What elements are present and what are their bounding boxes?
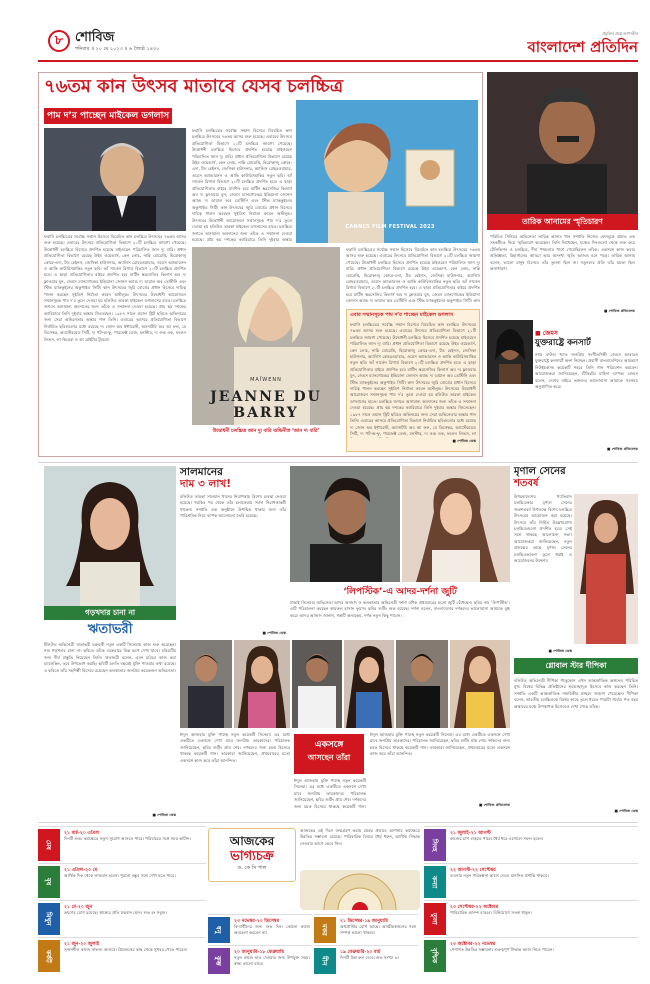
sign-name: মিথুন [38,903,60,935]
together-credit: ■ শোবিজ প্রতিবেদক [478,803,510,807]
mrinal-headline-2: শতবর্ষ [514,478,539,489]
horoscope-author: ড. কে সি পাল [237,865,267,871]
horoscope-sign-card [424,937,638,973]
horo-center-row [208,914,420,976]
deepika-portrait-art [574,494,638,644]
portrait-illustration [44,128,186,231]
sign-name: ধনু [208,917,230,943]
together-body-left: ঈদুল আজহায় মুক্তি পাচ্ছে নতুন কয়েকটি সিনেমা। এর মধ্যে একটিতে একসঙ্গে দেখা যাবে জনপ্রিয় তারকাদের। পরিচালক জানিয়েছেন, ছবির শুটিং প্রায় শেষ। দর্শকদের জন্য চমক হিসেবে থাকছে কয়েকটি গান। তারকারা জানিয়েছেন, প্রথমবারের মতো একসঙ্গে কাজ করে তাঁরা আনন্দিত। [180,732,290,763]
mrinal-credit: ■ শোবিজ ডেস্ক [548,649,572,653]
horoscope-sign-card [424,826,638,862]
sign-name: মীন [314,948,336,974]
tarek-anam-photo [487,72,638,214]
horoscope-title-2: ভাগ্যচক্র [230,849,274,864]
star-3-art [292,640,342,728]
sign-text: পেশাগত উন্নতির সম্ভাবনা। গুরুত্বপূর্ণ সিদ্ধান্ত আজ নিতে পারেন। [450,947,554,952]
concert-headline: যুক্তরাষ্ট্রে কনসার্ট [535,338,591,348]
douglas-award-box [346,309,480,452]
ritabhari-caption-bar: গড়খদার চানা না [44,606,176,620]
cannes-poster-label: CANNES FILM FESTIVAL 2023 [345,224,435,230]
sign-name: মকর [314,917,336,943]
global-star-body: বলিউড অভিনেত্রী দীপিকা পাড়ুকোন এখন আন্তর্জাতিক অঙ্গনেও পরিচিত মুখ। বিশ্বের বিভিন্ন প্রতিষ্ঠানের শুভেচ্ছাদূত হিসেবে কাজ করছেন তিনি। সম্প্রতি একটি আন্তর্জাতিক সাময়িকীর প্রচ্ছদে জায়গা পেয়েছেন। দীপিকা বলেন, ভারতীয় চলচ্চিত্রকে বিশ্বের কাছে তুলে ধরতে পারাটা গর্বের। গত বছর অস্কারের মঞ্চে উপস্থাপক হিসেবেও দেখা গেছে তাঁকে। [514,678,638,709]
sign-name: কন্যা [424,866,446,898]
horoscope-sign-card [314,914,418,944]
star-5-art [396,640,448,728]
tarek-body: পরিচিত সিনিয়র অভিনেতা তারিক আনাম খান সম্প্রতি নিজের ফেসবুকে প্রয়াত এক সহকর্মীকে নিয়ে স্মৃতিচারণ করেছেন। তিনি লিখেছেন, মঞ্চের দিনগুলো থেকে শুরু করে টেলিভিশন ও চলচ্চিত্র, দীর্ঘ পথচলায় পাশে পেয়েছিলেন তাঁকে। একসঙ্গে কাজ করার অভিজ্ঞতা, রিহার্সালের আড্ডা আর অসংখ্য স্মৃতি আজও মনে পড়ে। তারিক আনাম বলেন, ভালো মানুষ হিসেবে তাঁর তুলনা ছিল না। নতুনদের প্রতি তাঁর মমতা ছিল অসাধারণ। [490,234,635,272]
sign-text: অর্থপ্রাপ্তির যোগ আছে। আত্মীয়স্বজনের সঙ্গে সম্পর্ক ভালো থাকবে। [340,924,416,936]
sign-date: ১৯ ফেব্রুয়ারি-২০ মার্চ [340,950,381,955]
adar-azad-photo [290,466,400,582]
page-number-badge: ৮ [48,30,70,52]
sign-text: আর্থিক দিক থেকে লাভবান হবেন। পুরনো বন্ধুর সঙ্গে দেখা হতে পারে। [64,873,176,878]
ritabhari-portrait-art [44,466,176,606]
page-header [48,28,638,60]
sign-name: সিংহ [424,829,446,861]
star-photo-4 [344,640,394,728]
horoscope-sign-card [208,914,312,944]
salman-headline-2: দাম ৩ লাখ! [180,478,232,490]
lead-subhead: পাম দ’র পাচ্ছেন মাইকেল ডগলাস [44,108,172,124]
sign-name: বৃশ্চিক [424,940,446,972]
darshana-photo [402,466,510,582]
star-photo-3 [292,640,342,728]
sign-text: ভ্রমণের যোগ রয়েছে। স্বাস্থ্যের প্রতি যত্নবান হোন। শুভ রং সবুজ। [64,910,167,915]
zodiac-wheel-art [300,870,420,910]
sign-date: ২৩ অক্টোবর-২২ নভেম্বর [450,942,496,947]
film-poster-sub: MAÏWENN [250,377,282,383]
lipstick-headline: ‘লিপস্টিক’-এ আদর-দর্শনা জুটি [343,587,457,597]
global-star-bar: গ্লোবাল স্টার দীপিকা [514,658,638,674]
star-photo-2 [234,640,290,728]
cannes-poster-art [296,100,478,243]
star-photo-5 [396,640,448,728]
horoscope-sign-card [38,826,206,862]
lead-body-text: ফরাসি চলচ্চিত্রের সর্বোচ্চ সম্মান হিসেবে বিবেচিত কান চলচ্চিত্র উৎসবের ৭৬তম আসর শুরু হয়েছে। এবারের উৎসবে প্রতিযোগিতা বিভাগে ২১টি চলচ্চিত্র জায়গা পেয়েছে। উদ্বোধনী চলচ্চিত্র হিসেবে প্রদর্শিত হয়েছে মাইওয়েন পরিচালিত জান দ্যু বারি। প্রধান প্রতিযোগিতা বিভাগে রয়েছে উইম ওয়েন্ডার্স, কেন লোচ, নান্নি মোরেত্তি, হিরোকাজু কোরে-এদা, টড হেইনস, জেসিকা হাউসনার, অ্যালিস রোহরওয়াচার, ওয়েস অ্যান্ডারসন ও আকি কাউরিসমাকির নতুন ছবি। আঁ সার্তেন রিগার্ড বিভাগে ২০টি চলচ্চিত্র প্রদর্শিত হবে। এ ছাড়া প্রতিযোগিতার বাইরে প্রদর্শিত হবে মার্টিন স্করসেজির কিলার্স অব দ্য ফ্লাওয়ার মুন, জেমস ম্যানগোল্ডের ইন্ডিয়ানা জোনস অ্যান্ড দ্য ডায়াল অব ডেস্টিনি এবং স্টিভ ম্যাককুইনের অকুপাইড সিটি। কান উৎসবের জুরি বোর্ডের প্রধান হিসেবে দায়িত্ব পালন করছেন সুইডিশ নির্মাতা রুবেন অস্টলুন্ড। উৎসবের উদ্বোধনী আয়োজনে সম্মানসূচক পাম দ’র তুলে দেওয়া হয় হলিউড তারকা মাইকেল ডগলাসের হাতে। চলচ্চিত্র জগতে অসামান্য অবদানের জন্য তাঁকে এ সম্মাননা দেওয়া হয়েছে। প্রায় ছয় দশকের ক্যারিয়ারে তিনি দুইবার অস্কার জিতেছেন। ১৯৮৭ সালে ওয়াল স্ট্রিট ছবিতে অভিনয়ের জন্য সেরা অভিনেতার অস্কার পান তিনি। এবারের আসরে প্রতিযোগিতা বিভাগে নির্বাচিত ছবিগুলোর মধ্যে রয়েছে দ্য জোন অব ইন্টারেস্ট, অ্যানাটমি অব আ ফল, মে ডিসেম্বর, অ্যাস্টেরয়েড সিটি, দ্য পট-অ-ফু, পারফেক্ট ডেজ, মনস্টার, দ্য ওল্ড ওক, ফলেন লিভস, লা কিমেরা ও আ ব্রাইটার টুমরো। [44,234,186,342]
section-divider [38,462,638,463]
sign-name: তুলা [424,903,446,935]
star-6-art [450,640,510,728]
salman-body: বলিউড তারকা সালমান খানের নিরাপত্তায় বিশেষ ব্যবস্থা নেওয়া হয়েছে। হুমকির পর থেকে তাঁর চলাফেরায় সর্বদা নিরাপত্তাকর্মী থাকেন। সম্প্রতি এক অনুষ্ঠানে উপস্থিত থাকার জন্য তাঁর পারিশ্রমিক নিয়ে ব্যাপক আলোচনা তৈরি হয়েছে। [180,494,286,519]
horo-right-col [424,826,638,976]
tarek-portrait-art [487,72,638,214]
sign-text: সৃজনশীল কাজে সাফল্য আসবে। প্রিয়জনের কাছ থেকে সুখবর পেতে পারেন। [64,947,188,952]
zodiac-wheel [300,870,420,910]
sign-date: ২৩ নভেম্বর-২০ ডিসেম্বর [234,919,280,924]
star-2-art [234,640,290,728]
horoscope-title-box [208,828,296,882]
lipstick-body: ঢাকাই সিনেমার অভিনেতা আদর আজাদ ও কলকাতার অভিনেত্রী দর্শনা বণিক প্রথমবারের মতো জুটি বেঁধেছেন। ছবির নাম ‘লিপস্টিক’। এটি পরিচালনা করছেন কামরুল হাসান ফুয়াদ। ছবির শুটিং শুরু হয়েছে। দর্শনা বলেন, বাংলাদেশের দর্শকদের ভালোবাসা আমাকে মুগ্ধ করে। আদর আজাদ জানান, গল্পটি অন্যরকম, দর্শক নতুন কিছু পাবেন। [290,600,510,618]
deepika-photo [574,494,638,644]
award-box-text: ফরাসি চলচ্চিত্রের সর্বোচ্চ সম্মান হিসেবে বিবেচিত কান চলচ্চিত্র উৎসবের ৭৬তম আসর শুরু হয়েছে। এবারের উৎসবে প্রতিযোগিতা বিভাগে ২১টি চলচ্চিত্র জায়গা পেয়েছে। উদ্বোধনী চলচ্চিত্র হিসেবে প্রদর্শিত হয়েছে মাইওয়েন পরিচালিত জান দ্যু বারি। প্রধান প্রতিযোগিতা বিভাগে রয়েছে উইম ওয়েন্ডার্স, কেন লোচ, নান্নি মোরেত্তি, হিরোকাজু কোরে-এদা, টড হেইনস, জেসিকা হাউসনার, অ্যালিস রোহরওয়াচার, ওয়েস অ্যান্ডারসন ও আকি কাউরিসমাকির নতুন ছবি। আঁ সার্তেন রিগার্ড বিভাগে ২০টি চলচ্চিত্র প্রদর্শিত হবে। এ ছাড়া প্রতিযোগিতার বাইরে প্রদর্শিত হবে মার্টিন স্করসেজির কিলার্স অব দ্য ফ্লাওয়ার মুন, জেমস ম্যানগোল্ডের ইন্ডিয়ানা জোনস অ্যান্ড দ্য ডায়াল অব ডেস্টিনি এবং স্টিভ ম্যাককুইনের অকুপাইড সিটি। কান উৎসবের জুরি বোর্ডের প্রধান হিসেবে দায়িত্ব পালন করছেন সুইডিশ নির্মাতা রুবেন অস্টলুন্ড। উৎসবের উদ্বোধনী আয়োজনে সম্মানসূচক পাম দ’র তুলে দেওয়া হয় হলিউড তারকা মাইকেল ডগলাসের হাতে। চলচ্চিত্র জগতে অসামান্য অবদানের জন্য তাঁকে এ সম্মাননা দেওয়া হয়েছে। প্রায় ছয় দশকের ক্যারিয়ারে তিনি দুইবার অস্কার জিতেছেন। ১৯৮৭ সালে ওয়াল স্ট্রিট ছবিতে অভিনয়ের জন্য সেরা অভিনেতার অস্কার পান তিনি। এবারের আসরে প্রতিযোগিতা বিভাগে নির্বাচিত ছবিগুলোর মধ্যে রয়েছে দ্য জোন অব ইন্টারেস্ট, অ্যানাটমি অব আ ফল, মে ডিসেম্বর, অ্যাস্টেরয়েড সিটি, দ্য পট-অ-ফু, পারফেক্ট ডেজ, মনস্টার, দ্য ওল্ড ওক, ফলেন লিভস, লা [350,322,476,436]
ritabhari-credit: ■ শোবিজ ডেস্ক [152,813,176,817]
lead-headline: ৭৬তম কান উৎসব মাতাবে যেসব চলচ্চিত্র [44,76,344,97]
sign-name: মেষ [38,829,60,861]
star-4-art [344,640,394,728]
mrinal-headline: মৃণাল সেনের [514,466,566,477]
sign-text: ব্যবসায় নতুন পরিকল্পনা কাজে দেবে। মানসিক প্রশান্তি থাকবে। [450,873,549,878]
horoscope-title: আজকের [229,834,275,848]
sign-text: নতুন কাজে হাত দেওয়ার জন্য উপযুক্ত সময়। স্বাস্থ্য ভালো যাবে। [234,955,310,967]
section-divider-2 [38,822,638,823]
sign-date: ২১ জুন-২০ জুলাই [64,942,100,947]
paper-tagline: প্রযুক্তির প্রশ্নে আপসহীন [602,31,638,36]
adar-portrait-art [290,466,400,582]
sign-name: কুম্ভ [208,948,230,974]
sign-date: ২২ আগস্ট-২২ সেপ্টেম্বর [450,868,496,873]
sign-text: দিনটি শুভ। কর্মক্ষেত্রে নতুন সুযোগ আসতে পারে। পরিবারের সঙ্গে সময় কাটান। [64,836,191,841]
horoscope-sign-card [424,863,638,899]
sign-date: ২১ মার্চ-২০ এপ্রিল [64,831,100,836]
horoscope-sign-card [38,937,206,973]
sign-text: কাজের চাপ বাড়তে পারে। ধৈর্য ধরে এগোলে সফল হবেন। [450,836,544,841]
ritabhari-photo [44,466,176,606]
michael-douglas-photo [44,128,186,231]
jeanne-du-barry-poster [192,247,340,425]
star-1-art [180,640,232,728]
cannes-poster [296,100,478,243]
together-label: একসঙ্গে [314,740,344,750]
concert-credit: ■ শোবিজ প্রতিবেদক [606,447,638,451]
jeanne-caption: উদ্বোধনী চলচ্চিত্র জান দ্যু বারি অভিনীত ‘জান দ্য বারি’ [212,429,320,434]
header-rule [38,60,638,62]
sign-date: ২১ জুলাই-২১ আগস্ট [450,831,491,836]
star-photo-6 [450,640,510,728]
sign-text: পারিবারিক আনন্দ বাড়বে। বিনিয়োগে সতর্ক থাকুন। [450,910,532,915]
horoscope-sign-card [208,945,312,975]
sign-text: বিদ্যার্থীদের জন্য শুভ দিন। কোনো কাজে অবহেলা করবেন না। [234,924,310,936]
sign-date: ২১ মে-২০ জুন [64,905,93,910]
james-photo [487,320,533,384]
tarek-credit: ■ শোবিজ প্রতিবেদক [603,309,635,313]
mrinal-body: উপমহাদেশের খ্যাতিমান চলচ্চিত্রকার মৃণাল সেনের জন্মশতবর্ষ উপলক্ষে বিশেষ চলচ্চিত্র উৎসবের আয়োজন করা হয়েছে। উৎসবে তাঁর নির্মিত উল্লেখযোগ্য চলচ্চিত্রগুলো প্রদর্শিত হবে। সেই সঙ্গে থাকছে আলোচনা সভা। আয়োজকরা জানিয়েছেন, নতুন প্রজন্মের কাছে মৃণাল সেনের চলচ্চিত্রভাবনা তুলে ধরাই এ আয়োজনের উদ্দেশ্য। [514,494,572,564]
sign-name: বৃষ [38,866,60,898]
film-poster-title: JEANNE DU BARRY [210,389,322,421]
tarek-caption: তারিক আনামের স্মৃতিচারণ [487,214,638,230]
lead-body-text-col3: ফরাসি চলচ্চিত্রের সর্বোচ্চ সম্মান হিসেবে বিবেচিত কান চলচ্চিত্র উৎসবের ৭৬তম আসর শুরু হয়েছে। এবারের উৎসবে প্রতিযোগিতা বিভাগে ২১টি চলচ্চিত্র জায়গা পেয়েছে। উদ্বোধনী চলচ্চিত্র হিসেবে প্রদর্শিত হয়েছে মাইওয়েন পরিচালিত জান দ্যু বারি। প্রধান প্রতিযোগিতা বিভাগে রয়েছে উইম ওয়েন্ডার্স, কেন লোচ, নান্নি মোরেত্তি, হিরোকাজু কোরে-এদা, টড হেইনস, জেসিকা হাউসনার, অ্যালিস রোহরওয়াচার, ওয়েস অ্যান্ডারসন ও আকি কাউরিসমাকির নতুন ছবি। আঁ সার্তেন রিগার্ড বিভাগে ২০টি চলচ্চিত্র প্রদর্শিত হবে। এ ছাড়া প্রতিযোগিতার বাইরে প্রদর্শিত হবে মার্টিন স্করসেজির কিলার্স অব দ্য ফ্লাওয়ার মুন, জেমস ম্যানগোল্ডের ইন্ডিয়ানা জোনস অ্যান্ড দ্য ডায়াল অব ডেস্টিনি এবং স্টিভ ম্যাককুইনের অকুপাইড সিটি। কান [346,247,480,304]
issue-date: শনিবার ॥ ২০ মে ২০২৩ ॥ ৬ জ্যৈষ্ঠ ১৪৩০ [75,46,160,52]
ritabhari-body: টলিউড অভিনেত্রী ঋতাভরী চক্রবর্তী নতুন একটি সিনেমায় কাজ শুরু করেছেন। নাম গড়খদার চানা না। ছবিতে তাঁকে একেবারে ভিন্ন রূপে দেখা যাবে। চরিত্রটির জন্য দীর্ঘ প্রস্তুতি নিয়েছেন তিনি। ঋতাভরী বলেন, এমন চরিত্রে কাজ করা চ্যালেঞ্জিং, তবে উপভোগ করছি। ছবিটি চলতি বছরেই মুক্তি পাওয়ার কথা রয়েছে। এ ছবিতে তাঁর সহশিল্পী হিসেবে রয়েছেন কলকাতার জনপ্রিয় কয়েকজন অভিনেতা। [44,642,176,673]
together-label-box [294,734,364,774]
james-portrait-art [487,320,533,384]
award-box-title: এবার সম্মানসূচক পাম দ’র পাচ্ছেন মাইকেল ডগলাস [350,312,454,318]
together-label-2: আসছেন তাঁরা [307,753,351,762]
global-star-credit: ■ শোবিজ ডেস্ক [614,809,638,813]
sign-date: ২০ জানুয়ারি-১৮ ফেব্রুয়ারি [234,950,285,955]
horoscope-intro: আজকের এই দিনে জন্মগ্রহণ করায় গ্রহের প্রভাবে আপনার কর্মক্ষেত্রে উন্নতির সম্ভাবনা রয়েছে। পারিবারিক বিষয়ে ধৈর্য ধরুন, আর্থিক সিদ্ধান্ত নেওয়ার আগে ভেবে নিন। [300,828,420,846]
award-box-credit: ■ শোবিজ ডেস্ক [452,439,476,443]
horoscope-section [38,826,638,976]
darshana-portrait-art [402,466,510,582]
together-body-mid: ঈদুল আজহায় মুক্তি পাচ্ছে নতুন কয়েকটি সিনেমা। এর মধ্যে একটিতে একসঙ্গে দেখা যাবে জনপ্রিয় তারকাদের। পরিচালক জানিয়েছেন, ছবির শুটিং প্রায় শেষ। দর্শকদের জন্য চমক হিসেবে থাকছে কয়েকটি গান। [294,778,366,809]
concert-body: নগর বাউল খ্যাত জনপ্রিয় সংগীতশিল্পী জেমস আবারও যুক্তরাষ্ট্রে কনসার্টে অংশ নিচ্ছেন। প্রবাসী বাংলাদেশিদের আমন্ত্রণে নিউইয়র্কসহ কয়েকটি শহরে তিনি গান পরিবেশন করবেন। আয়োজকরা জানিয়েছেন, টিকিটের চাহিদা ব্যাপক। জেমস বলেন, দেশের বাইরে ভক্তদের ভালোবাসা আমাকে সবসময় অনুপ্রাণিত করে। [535,352,638,390]
sign-date: ২১ এপ্রিল-২০ মে [64,868,98,873]
together-body-right: ঈদুল আজহায় মুক্তি পাচ্ছে নতুন কয়েকটি সিনেমা। এর মধ্যে একটিতে একসঙ্গে দেখা যাবে জনপ্রিয় তারকাদের। পরিচালক জানিয়েছেন, ছবির শুটিং প্রায় শেষ। দর্শকদের জন্য চমক হিসেবে থাকছে কয়েকটি গান। তারকারা জানিয়েছেন, প্রথমবারের মতো একসঙ্গে কাজ করে তাঁরা আনন্দিত। [370,732,510,757]
horoscope-sign-card [314,945,418,975]
horoscope-sign-card [38,900,206,936]
salman-credit: ■ শোবিজ ডেস্ক [262,631,286,635]
sign-text: দিনটি মিশ্র ফল দেবে। শুভ সংখ্যা ৬। [340,955,399,960]
paper-name: বাংলাদেশ প্রতিদিন [527,38,638,56]
salman-headline: সালমানের [180,466,223,478]
section-name: শোবিজ [75,30,115,45]
lead-body-text-col2: ফরাসি চলচ্চিত্রের সর্বোচ্চ সম্মান হিসেবে বিবেচিত কান চলচ্চিত্র উৎসবের ৭৬তম আসর শুরু হয়েছে। এবারের উৎসবে প্রতিযোগিতা বিভাগে ২১টি চলচ্চিত্র জায়গা পেয়েছে। উদ্বোধনী চলচ্চিত্র হিসেবে প্রদর্শিত হয়েছে মাইওয়েন পরিচালিত জান দ্যু বারি। প্রধান প্রতিযোগিতা বিভাগে রয়েছে উইম ওয়েন্ডার্স, কেন লোচ, নান্নি মোরেত্তি, হিরোকাজু কোরে-এদা, টড হেইনস, জেসিকা হাউসনার, অ্যালিস রোহরওয়াচার, ওয়েস অ্যান্ডারসন ও আকি কাউরিসমাকির নতুন ছবি। আঁ সার্তেন রিগার্ড বিভাগে ২০টি চলচ্চিত্র প্রদর্শিত হবে। এ ছাড়া প্রতিযোগিতার বাইরে প্রদর্শিত হবে মার্টিন স্করসেজির কিলার্স অব দ্য ফ্লাওয়ার মুন, জেমস ম্যানগোল্ডের ইন্ডিয়ানা জোনস অ্যান্ড দ্য ডায়াল অব ডেস্টিনি এবং স্টিভ ম্যাককুইনের অকুপাইড সিটি। কান উৎসবের জুরি বোর্ডের প্রধান হিসেবে দায়িত্ব পালন করছেন সুইডিশ নির্মাতা রুবেন অস্টলুন্ড। উৎসবের উদ্বোধনী আয়োজনে সম্মানসূচক পাম দ’র তুলে দেওয়া হয় হলিউড তারকা মাইকেল ডগলাসের হাতে। চলচ্চিত্র জগতে অসামান্য অবদানের জন্য তাঁকে এ সম্মাননা দেওয়া হয়েছে। প্রায় ছয় দশকের ক্যারিয়ারে তিনি দুইবার অস্কার [192,128,292,242]
horoscope-sign-card [424,900,638,936]
horoscope-sign-card [38,863,206,899]
star-photo-1 [180,640,232,728]
sign-name: কর্কট [38,940,60,972]
sign-date: ২৩ সেপ্টেম্বর-২২ অক্টোবর [450,905,499,910]
masthead-logo [504,31,638,56]
horo-left-col [38,826,206,976]
james-label: ■ জেমস [535,330,558,337]
ritabhari-name: ঋতাভরী [87,622,133,637]
sign-date: ২১ ডিসেম্বর-১৯ জানুয়ারি [340,919,388,924]
